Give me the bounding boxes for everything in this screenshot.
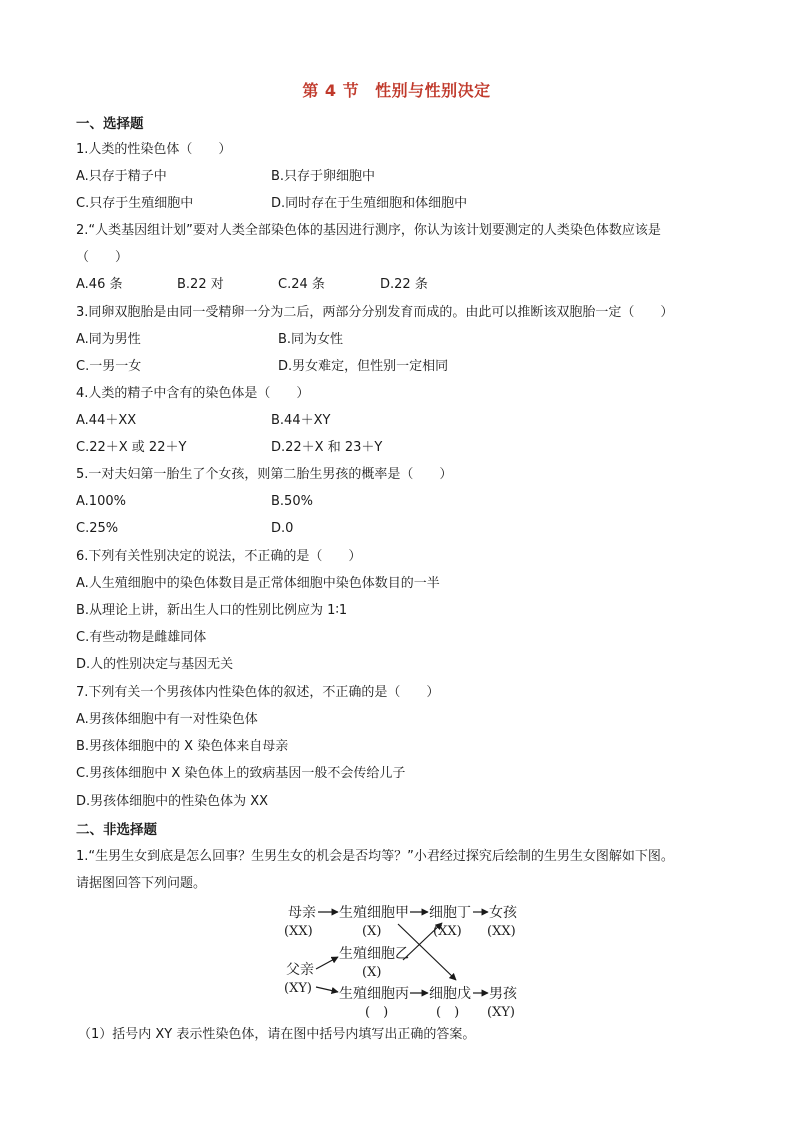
section-name: 性别与性别决定 (375, 81, 491, 100)
question-stem: 4.人类的精子中含有的染色体是（ ） (76, 386, 310, 401)
option-c: C.有些动物是雌雄同体 (76, 630, 207, 645)
option-b: B.从理论上讲，新出生人口的性别比例应为 1∶1 (76, 603, 348, 618)
boy-chromosomes: (XY) (487, 1005, 515, 1020)
option-b: B.44＋XY (271, 413, 331, 428)
question-stem: 2.“人类基因组计划”要对人类全部染色体的基因进行测序，你认为该计划要测定的人类染色体数应该是 (76, 223, 661, 238)
option-d: D.0 (271, 521, 294, 536)
question-stem: 6.下列有关性别决定的说法，不正确的是（ ） (76, 549, 362, 564)
father-chromosomes: (XY) (284, 981, 312, 996)
cell-wu-label: 细胞戊 (429, 986, 471, 1002)
girl-label: 女孩 (489, 905, 517, 921)
option-a: A.100% (76, 494, 126, 509)
gamete-bing-label: 生殖细胞丙 (339, 986, 409, 1002)
option-c: C.22＋X 或 22＋Y (76, 440, 187, 455)
section-heading-choice: 一、选择题 (76, 116, 144, 132)
option-b: B.只存于卵细胞中 (271, 169, 376, 184)
option-a: A.44＋XX (76, 413, 137, 428)
option-c: C.24 条 (278, 277, 325, 292)
question-stem: 7.下列有关一个男孩体内性染色体的叙述，不正确的是（ ） (76, 685, 440, 700)
question-stem-continued: （ ） (76, 250, 129, 265)
question-stem: 3.同卵双胞胎是由同一受精卵一分为二后，两部分分别发育而成的。由此可以推断该双胞胎一定（ ） (76, 305, 674, 320)
mother-chromosomes: (XX) (284, 924, 313, 939)
option-b: B.男孩体细胞中的 X 染色体来自母亲 (76, 739, 289, 754)
boy-label: 男孩 (489, 986, 517, 1002)
sub-question: （1）括号内 XY 表示性染色体，请在图中括号内填写出正确的答案。 (78, 1027, 476, 1042)
option-d: D.人的性别决定与基因无关 (76, 657, 234, 672)
question-stem: 1.“生男生女到底是怎么回事？生男生女的机会是否均等？”小君经过探究后绘制的生男生女图解如下图。 (76, 849, 674, 864)
option-d: D.22 条 (380, 277, 428, 292)
section-number: 第 4 节 (302, 81, 360, 100)
page-title (0, 78, 793, 101)
option-a: A.同为男性 (76, 332, 141, 347)
option-b: B.同为女性 (278, 332, 344, 347)
option-a: A.只存于精子中 (76, 169, 167, 184)
gamete-bing-chromosomes: ( ) (365, 1005, 389, 1020)
option-d: D.22＋X 和 23＋Y (271, 440, 383, 455)
inheritance-diagram (270, 894, 530, 1020)
option-a: A.人生殖细胞中的染色体数目是正常体细胞中染色体数目的一半 (76, 576, 440, 591)
cell-ding-label: 细胞丁 (429, 905, 471, 921)
question-stem-continued: 请据图回答下列问题。 (76, 876, 207, 891)
cell-wu-chromosomes: ( ) (436, 1005, 460, 1020)
gamete-jia-label: 生殖细胞甲 (339, 905, 409, 921)
girl-chromosomes: (XX) (487, 924, 516, 939)
option-c: C.只存于生殖细胞中 (76, 196, 194, 211)
option-c: C.男孩体细胞中 X 染色体上的致病基因一般不会传给儿子 (76, 766, 406, 781)
gamete-yi-chromosomes: (X) (362, 965, 382, 980)
gamete-yi-label: 生殖细胞乙 (339, 946, 409, 962)
father-label: 父亲 (286, 962, 314, 978)
option-a: A.46 条 (76, 277, 123, 292)
arrow-father-to-yi (316, 957, 338, 969)
option-d: D.男女难定，但性别一定相同 (278, 359, 449, 374)
option-c: C.25% (76, 521, 119, 536)
question-stem: 1.人类的性染色体（ ） (76, 142, 232, 157)
option-b: B.22 对 (177, 277, 224, 292)
option-d: D.同时存在于生殖细胞和体细胞中 (271, 196, 468, 211)
question-stem: 5.一对夫妇第一胎生了个女孩，则第二胎生男孩的概率是（ ） (76, 467, 453, 482)
option-c: C.一男一女 (76, 359, 142, 374)
option-b: B.50% (271, 494, 313, 509)
gamete-jia-chromosomes: (X) (362, 924, 382, 939)
option-d: D.男孩体细胞中的性染色体为 XX (76, 794, 269, 809)
mother-label: 母亲 (288, 905, 316, 921)
arrow-father-to-bing (316, 987, 338, 992)
section-heading-nonchoice: 二、非选择题 (76, 822, 157, 838)
cell-ding-chromosomes: (XX) (433, 924, 462, 939)
option-a: A.男孩体细胞中有一对性染色体 (76, 712, 258, 727)
